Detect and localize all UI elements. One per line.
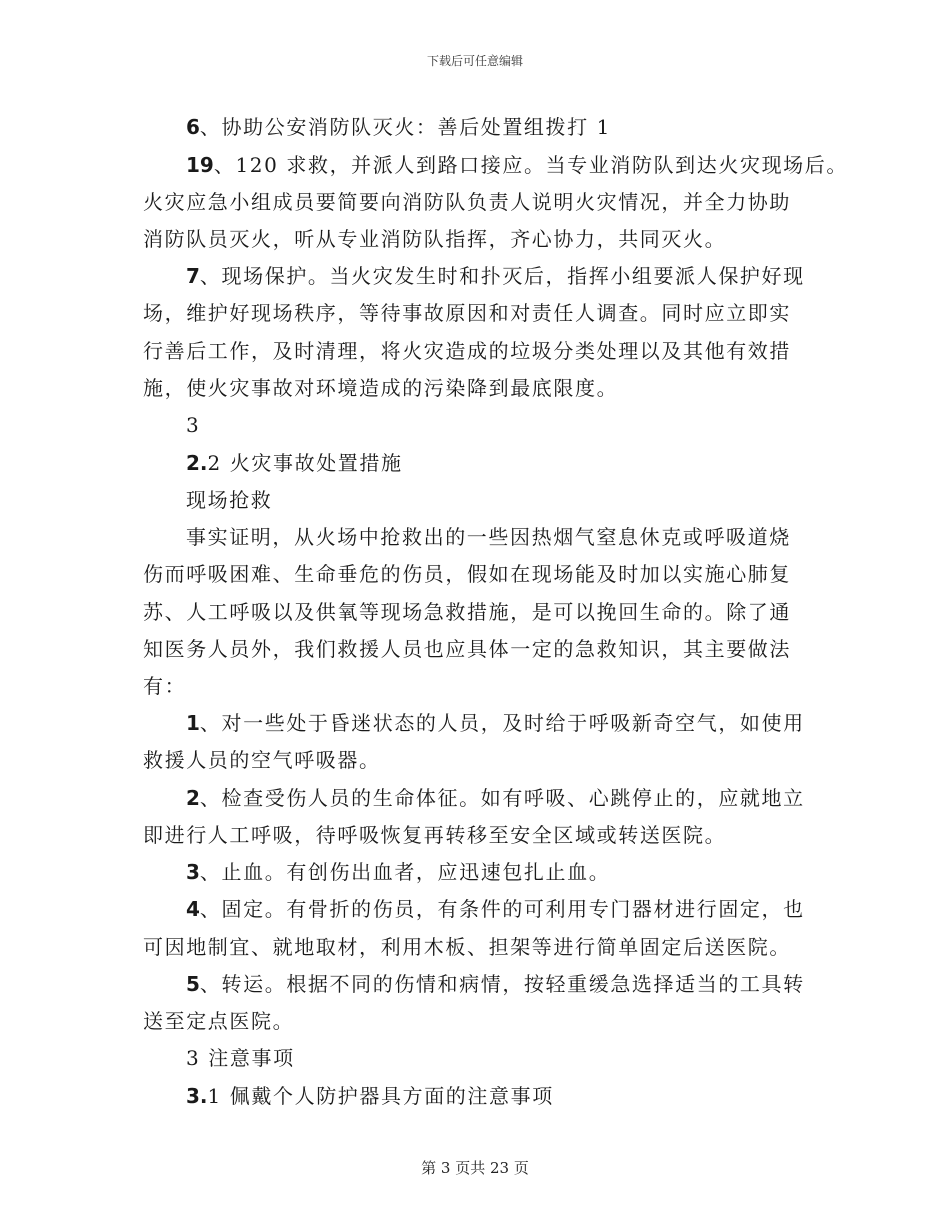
text-line: 1、对一些处于昏迷状态的人员，及时给于呼吸新奇空气，如使用: [186, 711, 805, 735]
text-line: 施，使火灾事故对环境造成的污染降到最底限度。: [143, 376, 619, 400]
page-footer: 第 3 页共 23 页: [421, 1159, 529, 1177]
text-line: 事实证明，从火场中抢救出的一些因热烟气窒息休克或呼吸道烧: [186, 525, 791, 549]
text-line: 知医务人员外，我们救援人员也应具体一定的急救知识，其主要做法: [143, 637, 791, 661]
text-line: 2、检查受伤人员的生命体征。如有呼吸、心跳停止的，应就地立: [186, 786, 805, 810]
text-line: 可因地制宜、就地取材，利用木板、担架等进行简单固定后送医院。: [143, 935, 791, 959]
text-line: 救援人员的空气呼吸器。: [143, 748, 381, 772]
text-line: 7、现场保护。当火灾发生时和扑灭后，指挥小组要派人保护好现: [186, 264, 805, 288]
text-line: 19、120 求救，并派人到路口接应。当专业消防队到达火灾现场后。: [186, 153, 848, 177]
text-line: 苏、人工呼吸以及供氧等现场急救措施，是可以挽回生命的。除了通: [143, 600, 791, 624]
section-heading: 3.1 佩戴个人防护器具方面的注意事项: [186, 1084, 554, 1108]
text-line: 3: [186, 413, 201, 437]
text-line: 消防队员灭火，听从专业消防队指挥，齐心协力，共同灭火。: [143, 227, 727, 251]
text-line: 行善后工作，及时清理，将火灾造成的垃圾分类处理以及其他有效措: [143, 339, 791, 363]
text-line: 5、转运。根据不同的伤情和病情，按轻重缓急选择适当的工具转: [186, 972, 805, 996]
text-line: 6、协助公安消防队灭火：善后处置组拨打 1: [186, 115, 612, 139]
section-heading: 3 注意事项: [186, 1046, 295, 1070]
text-line: 即进行人工呼吸，待呼吸恢复再转移至安全区域或转送医院。: [143, 823, 727, 847]
section-heading: 现场抢救: [186, 488, 273, 512]
text-line: 送至定点医院。: [143, 1009, 295, 1033]
text-line: 4、固定。有骨折的伤员，有条件的可利用专门器材进行固定，也: [186, 897, 805, 921]
page-header: 下载后可任意编辑: [426, 54, 523, 68]
text-line: 3、止血。有创伤出血者，应迅速包扎止血。: [186, 860, 611, 884]
section-heading: 2.2 火灾事故处置措施: [186, 451, 403, 475]
text-line: 场，维护好现场秩序，等待事故原因和对责任人调查。同时应立即实: [143, 301, 791, 325]
text-line: 有：: [143, 674, 187, 698]
text-line: 伤而呼吸困难、生命垂危的伤员，假如在现场能及时加以实施心肺复: [143, 562, 791, 586]
text-line: 火灾应急小组成员要简要向消防队负责人说明火灾情况，并全力协助: [143, 190, 791, 214]
